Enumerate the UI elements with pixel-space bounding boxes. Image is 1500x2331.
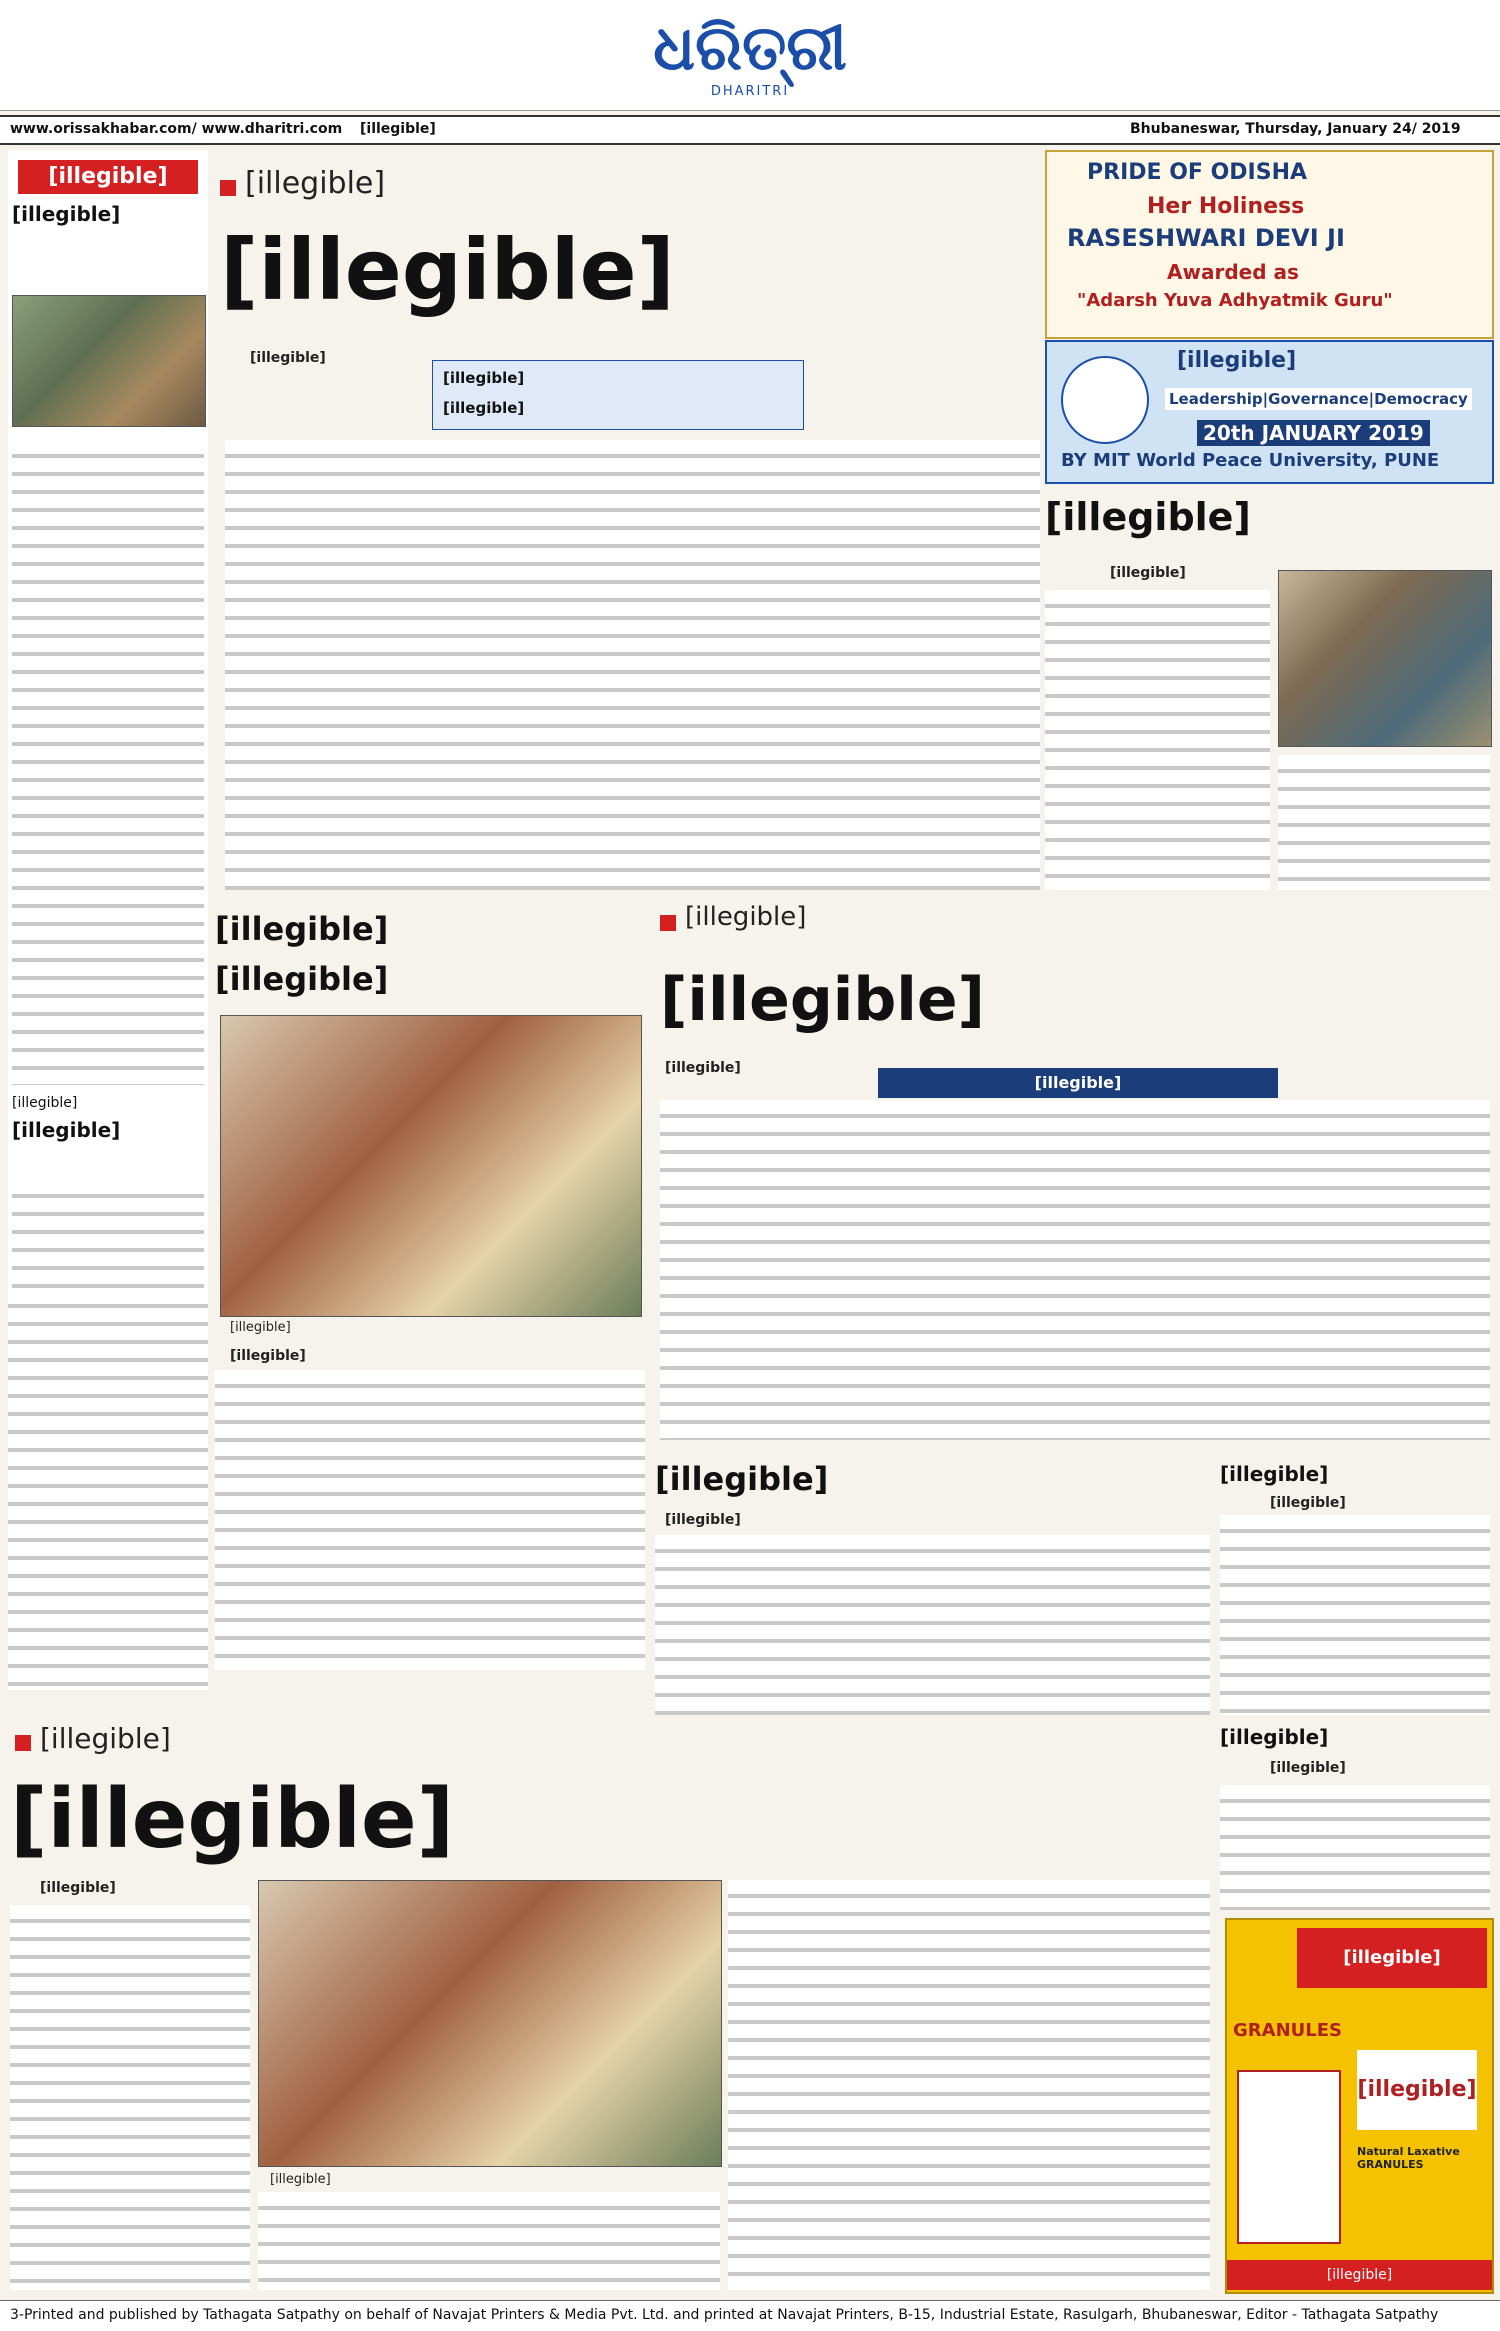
- story7-headline: [illegible]: [10, 1772, 455, 1867]
- ad-laxative-brand: GRANULES: [1233, 2020, 1342, 2041]
- story6-body: [1220, 1515, 1490, 1715]
- story3-dateline: [illegible]: [230, 1348, 306, 1364]
- masthead-subtitle: DHARITRI: [710, 84, 790, 99]
- imprint-footer: [0, 2300, 1500, 2331]
- story3-body: [215, 1370, 645, 1670]
- story1-body: [225, 440, 1040, 890]
- story6-headline: [illegible]: [1220, 1462, 1329, 1486]
- masthead: [0, 0, 1500, 111]
- ad-parliament-logo: [1061, 356, 1149, 444]
- story1-sub1: [illegible]: [443, 369, 525, 387]
- ad-laxative-product: [illegible]: [1357, 2050, 1477, 2130]
- ad-pride-line1: PRIDE OF ODISHA: [1087, 160, 1308, 185]
- story1-sub-box: [432, 360, 804, 430]
- story7-kicker: [illegible]: [40, 1722, 171, 1755]
- brief-headline: [illegible]: [12, 202, 121, 226]
- ad-pride-line3: RASESHWARI DEVI JI: [1067, 224, 1345, 252]
- story1-kicker-marker: [220, 180, 236, 196]
- story2-dateline: [illegible]: [1110, 565, 1186, 581]
- ad-laxative-top: [illegible]: [1297, 1928, 1487, 1988]
- imprint-text: 3-Printed and published by Tathagata Satpathy on behalf of Navajat Printers & Media Pvt. Ltd. and printed at Navajat Printers, B-15, Industrial Estate, Rasulgarh, Bhubaneswar, Editor - Tathagata Satpathy: [10, 2307, 1439, 2323]
- info-bar: [0, 115, 1500, 145]
- story4-kicker: [illegible]: [685, 902, 807, 932]
- story7-caption: [illegible]: [270, 2172, 331, 2187]
- story1-dateline: [illegible]: [250, 350, 326, 366]
- story1-sub2: [illegible]: [443, 399, 525, 417]
- ad-parliament-line1: [illegible]: [1177, 348, 1297, 373]
- story4-kicker-marker: [660, 915, 676, 931]
- ad-parliament-line2: Leadership|Governance|Democracy: [1165, 388, 1472, 410]
- registration-text: [illegible]: [360, 121, 436, 137]
- briefs-column-lower: [8, 1290, 208, 1690]
- story7-kicker-marker: [15, 1735, 31, 1751]
- ad-laxative[interactable]: [1225, 1918, 1494, 2294]
- story3-headline-line2: [illegible]: [215, 960, 389, 998]
- ad-laxative-small: Natural Laxative GRANULES: [1357, 2145, 1460, 2171]
- story1-headline: [illegible]: [220, 221, 675, 319]
- cricket-headline: [illegible]: [12, 1118, 121, 1142]
- story2-headline: [illegible]: [1045, 495, 1251, 539]
- masthead-logo: ଧରିତ୍ରୀ: [653, 11, 847, 84]
- brief-body: [12, 440, 204, 1085]
- story4-dateline: [illegible]: [665, 1060, 741, 1076]
- story2-body-right: [1278, 755, 1490, 890]
- story3-photo: [220, 1015, 642, 1317]
- story4-strip: [illegible]: [878, 1068, 1278, 1098]
- story7-body-mid: [258, 2192, 720, 2290]
- story2-body-left: [1045, 590, 1270, 890]
- story5-headline: [illegible]: [655, 1460, 829, 1498]
- story8-headline: [illegible]: [1220, 1725, 1329, 1749]
- ad-pride-line5: "Adarsh Yuva Adhyatmik Guru": [1077, 290, 1393, 311]
- dateline-en: Bhubaneswar, Thursday, January 24/ 2019: [1130, 121, 1461, 137]
- briefs-tag: [illegible]: [18, 160, 198, 194]
- briefs-column: [8, 150, 208, 1290]
- story4-body: [660, 1100, 1490, 1440]
- story2-photo: [1278, 570, 1492, 747]
- story7-body-left: [10, 1905, 250, 2290]
- story1-kicker: [illegible]: [245, 166, 386, 201]
- story5-dateline: [illegible]: [665, 1512, 741, 1528]
- story6-dateline: [illegible]: [1270, 1495, 1346, 1511]
- ad-parliament-line4: BY MIT World Peace University, PUNE: [1061, 450, 1440, 471]
- ad-laxative-jar: [1237, 2070, 1341, 2244]
- cricket-kicker: [illegible]: [12, 1095, 78, 1111]
- story7-dateline: [illegible]: [40, 1880, 116, 1896]
- story8-dateline: [illegible]: [1270, 1760, 1346, 1776]
- website-link[interactable]: www.orissakhabar.com/ www.dharitri.com: [10, 121, 343, 137]
- story3-caption: [illegible]: [230, 1320, 291, 1335]
- ad-pride-of-odisha[interactable]: [1045, 150, 1494, 339]
- brief-photo: [12, 295, 206, 427]
- story5-body: [655, 1535, 1210, 1715]
- ad-pride-line2: Her Holiness: [1147, 194, 1305, 219]
- cricket-body: [12, 1180, 204, 1290]
- story3-headline-line1: [illegible]: [215, 910, 389, 948]
- story8-body: [1220, 1785, 1490, 1910]
- ad-parliament-line3: 20th JANUARY 2019: [1197, 420, 1430, 446]
- ad-student-parliament[interactable]: [1045, 340, 1494, 484]
- ad-laxative-foot: [illegible]: [1227, 2260, 1492, 2290]
- story4-headline: [illegible]: [660, 965, 985, 1035]
- story7-photo: [258, 1880, 722, 2167]
- ad-pride-line4: Awarded as: [1167, 260, 1299, 284]
- story7-body-right: [728, 1880, 1210, 2290]
